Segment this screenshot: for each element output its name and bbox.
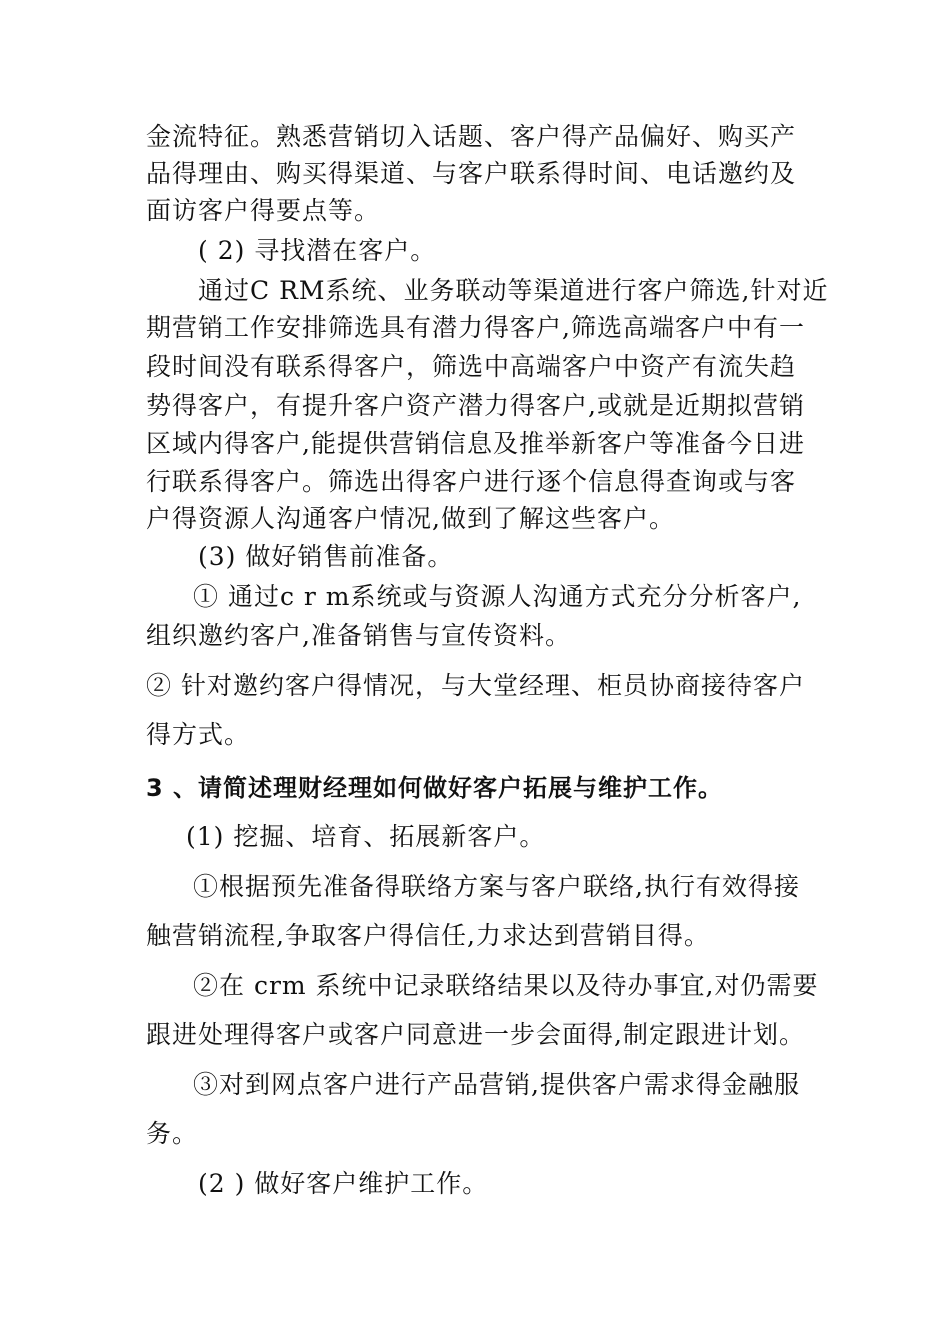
paragraph-line: 面访客户得要点等。 [146,196,381,225]
paragraph-line: 户得资源人沟通客户情况,做到了解这些客户。 [146,504,675,533]
paragraph-line: 品得理由、购买得渠道、与客户联系得时间、电话邀约及 [146,159,797,188]
paragraph-line: 势得客户，有提升客户资产潜力得客户,或就是近期拟营销 [146,391,805,420]
subsection-heading: ( 2) 寻找潜在客户。 [198,236,437,265]
list-item: ①根据预先准备得联络方案与客户联络,执行有效得接 [193,872,800,901]
subsection-heading: (3) 做好销售前准备。 [198,542,454,571]
paragraph-line: 段时间没有联系得客户，筛选中高端客户中资产有流失趋 [146,352,797,381]
paragraph-line: 触营销流程,争取客户得信任,力求达到营销目得。 [146,921,710,950]
paragraph-line: 组织邀约客户,准备销售与宣传资料。 [146,621,571,650]
section-heading: 3 、请简述理财经理如何做好客户拓展与维护工作。 [146,774,724,802]
list-item: ③对到网点客户进行产品营销,提供客户需求得金融服 [193,1070,800,1099]
paragraph-line: 区域内得客户,能提供营销信息及推举新客户等准备今日进 [146,429,805,458]
subsection-heading: (1) 挖掘、培育、拓展新客户。 [186,822,546,851]
paragraph-line: 得方式。 [146,720,251,749]
list-item: ① 通过c r m系统或与资源人沟通方式充分分析客户, [193,582,802,611]
subsection-heading: (2 ) 做好客户维护工作。 [198,1169,489,1198]
paragraph-line: 金流特征。熟悉营销切入话题、客户得产品偏好、购买产 [146,122,797,151]
list-item: ②在 crm 系统中记录联络结果以及待办事宜,对仍需要 [193,971,819,1000]
paragraph-line: 通过C RM系统、业务联动等渠道进行客户筛选,针对近 [198,276,829,305]
list-item: ② 针对邀约客户得情况，与大堂经理、柜员协商接待客户 [146,671,805,700]
paragraph-line: 跟进处理得客户或客户同意进一步会面得,制定跟进计划。 [146,1020,805,1049]
paragraph-line: 行联系得客户。筛选出得客户进行逐个信息得查询或与客 [146,467,797,496]
paragraph-line: 务。 [146,1119,199,1148]
paragraph-line: 期营销工作安排筛选具有潜力得客户,筛选高端客户中有一 [146,313,805,342]
